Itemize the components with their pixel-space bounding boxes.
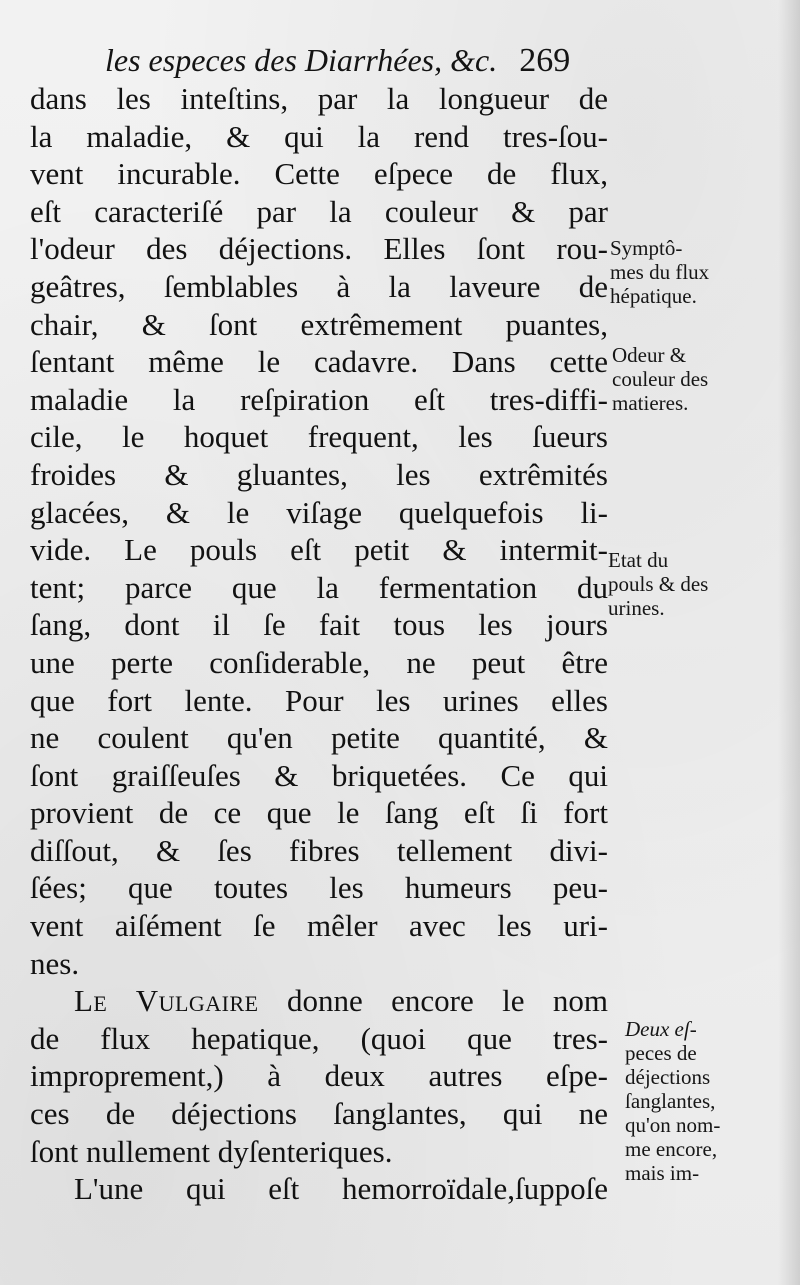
text-line: eſt caracteriſé par la couleur & par (30, 193, 608, 229)
text-line: une perte conſiderable, ne peut être (30, 644, 608, 680)
text-line: glacées, & le viſage quelquefois li- (30, 494, 608, 530)
margin-note-line: déjections (625, 1065, 711, 1089)
margin-note-line: me encore, (625, 1137, 718, 1161)
margin-note-line: ſanglantes, (625, 1089, 716, 1113)
text-line: vide. Le pouls eſt petit & intermit- (30, 532, 608, 568)
paragraph-opening-line (30, 982, 608, 1020)
main-text-block (30, 80, 608, 1208)
text-line: ſentant même le cadavre. Dans cette (30, 344, 608, 380)
margin-note-line: qu'on nom- (625, 1113, 721, 1137)
margin-note-symptoms (610, 236, 709, 308)
text-line: vent incurable. Cette eſpece de flux, (30, 156, 608, 192)
text-fragment: donne encore le nom (258, 983, 608, 1019)
text-line: nes. (30, 945, 80, 981)
margin-note-line: couleur des (612, 367, 709, 391)
text-line: cile, le hoquet frequent, les ſueurs (30, 419, 608, 455)
margin-note-line: peces de (625, 1041, 697, 1065)
margin-note-line: matieres. (612, 391, 689, 415)
text-line: ne coulent qu'en petite quantité, & (30, 720, 608, 756)
text-line: ſang, dont il ſe fait tous les jours (30, 607, 608, 643)
text-line: ces de déjections ſanglantes, qui ne (30, 1096, 608, 1132)
text-line: ſont graiſſeuſes & briquetées. Ce qui (30, 757, 608, 793)
margin-note-line: Etat du (608, 548, 669, 572)
text-line: de flux hepatique, (quoi que tres- (30, 1020, 608, 1056)
page-edge-shadow (778, 0, 800, 1285)
text-line: que fort lente. Pour les urines elles (30, 682, 608, 718)
text-line: ſont nullement dyſenteriques. (30, 1133, 393, 1169)
margin-note-line: mes du flux (610, 260, 710, 284)
text-line: tent; parce que la fermentation du (30, 569, 608, 605)
margin-note-pulse (608, 548, 708, 620)
smallcaps-lead: Le Vulgaire (74, 983, 259, 1019)
paragraph-opening-line: L'une qui eſt hemorroïdale,ſuppoſe (74, 1171, 608, 1207)
text-line: diſſout, & ſes fibres tellement divi- (30, 832, 608, 868)
text-line: froides & gluantes, les extrêmités (30, 456, 608, 492)
page-number: 269 (519, 42, 571, 79)
text-line: maladie la reſpiration eſt tres-diffi- (30, 381, 608, 417)
text-line: vent aiſément ſe mêler avec les uri- (30, 908, 608, 944)
page-header (105, 42, 570, 80)
text-line: chair, & ſont extrêmement puantes, (30, 306, 608, 342)
text-line: l'odeur des déjections. Elles ſont rou- (30, 231, 608, 267)
margin-note-line: urines. (608, 596, 665, 620)
margin-note-odour (612, 343, 708, 415)
margin-note-line: pouls & des (608, 572, 709, 596)
margin-note-line: hépatique. (610, 284, 697, 308)
text-line: improprement,) à deux autres eſpe- (30, 1058, 608, 1094)
margin-note-line: mais im- (625, 1161, 700, 1185)
margin-note-two-species (625, 1017, 720, 1185)
margin-note-line: Symptô- (610, 236, 683, 260)
text-line: provient de ce que le ſang eſt ſi fort (30, 795, 608, 831)
text-line: ſées; que toutes les humeurs peu- (30, 870, 608, 906)
margin-note-line: Deux eſ- (625, 1017, 697, 1041)
margin-note-line: Odeur & (612, 343, 687, 367)
text-line: la maladie, & qui la rend tres-ſou- (30, 118, 608, 154)
text-line: geâtres, ſemblables à la laveure de (30, 268, 608, 304)
running-title: les especes des Diarrhées, &c. (105, 42, 498, 78)
text-line: dans les inteſtins, par la longueur de (30, 81, 608, 116)
